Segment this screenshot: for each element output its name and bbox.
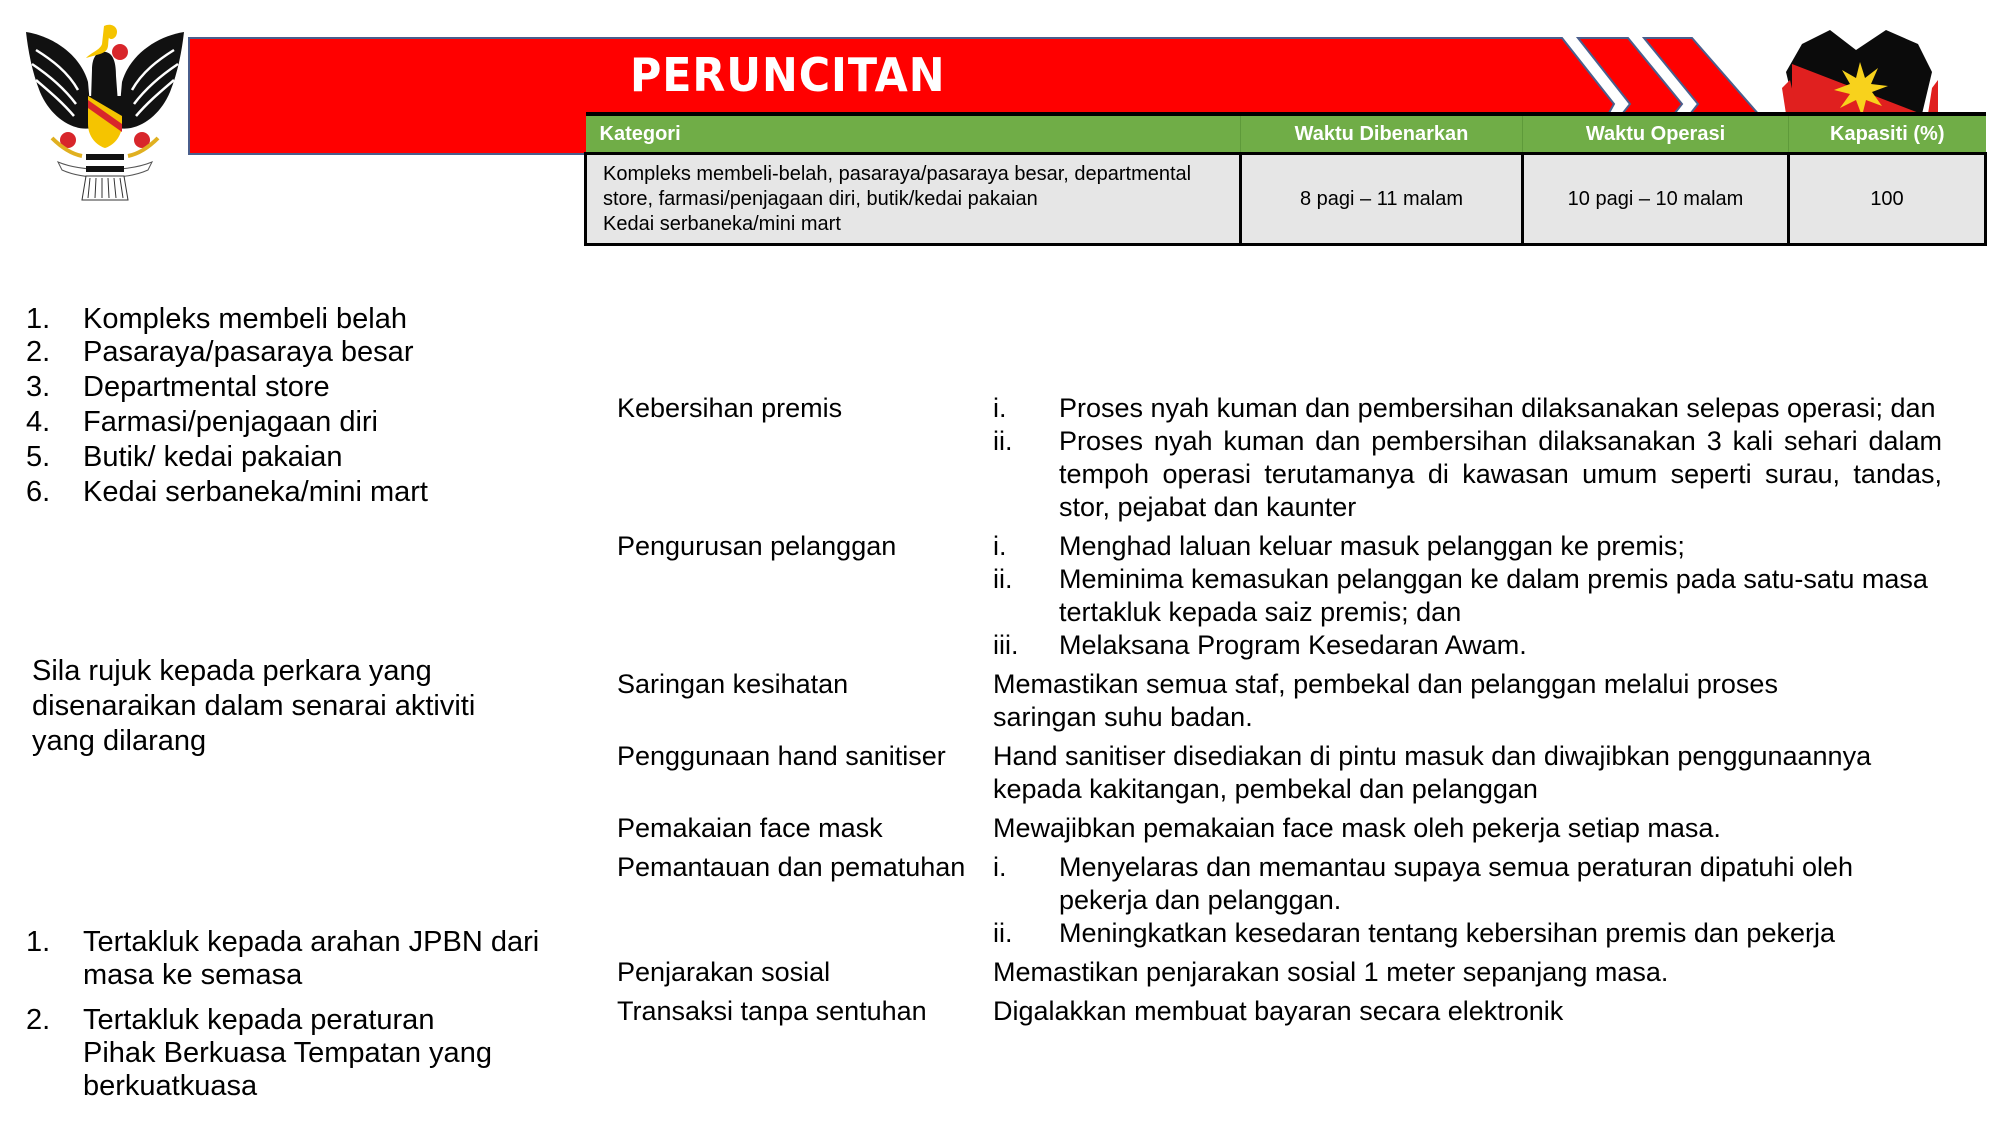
sop-sub-text: Menghad laluan keluar masuk pelanggan ke premis;: [1059, 531, 1685, 561]
list-text: Kompleks membeli belah: [83, 303, 407, 335]
list-item: [26, 405, 546, 440]
list-number: 2.: [26, 336, 51, 368]
sop-label: Transaksi tanpa sentuhan: [617, 996, 927, 1026]
list-text: Farmasi/penjagaan diri: [83, 406, 378, 438]
sop-sub-text: Menyelaras dan memantau supaya semua peraturan dipatuhi oleh pekerja dan pelanggan.: [1059, 852, 1853, 915]
sop-label: Saringan kesihatan: [617, 669, 849, 699]
sop-sub-text: Proses nyah kuman dan pembersihan dilaksanakan 3 kali sehari dalam tempoh operasi terutamanya di kawasan umum seperti surau, tandas, stor, pejabat dan kaunter: [1059, 426, 1942, 522]
list-number: 4.: [26, 406, 51, 438]
sop-text: Memastikan penjarakan sosial 1 meter sepanjang masa.: [993, 957, 1669, 987]
list-text: Butik/ kedai pakaian: [83, 441, 343, 473]
list-text: Tertakluk kepada peraturan Pihak Berkuasa Tempatan yang berkuatkuasa: [83, 1004, 492, 1102]
sop-sub-text: Meningkatkan kesedaran tentang kebersihan premis dan pekerja: [1059, 918, 1835, 948]
sop-label: Pengurusan pelanggan: [617, 531, 897, 561]
kategori-line: Kompleks membeli-belah, pasaraya/pasaraya besar, departmental: [603, 162, 1192, 185]
cell-waktu-operasi: 10 pagi – 10 malam: [1523, 154, 1789, 245]
sop-sub-text: Meminima kemasukan pelanggan ke dalam premis pada satu-satu masa tertakluk kepada saiz premis; dan: [1059, 564, 1928, 627]
list-item: [26, 926, 546, 992]
list-item: [26, 475, 546, 510]
sop-sub-item: [993, 563, 1942, 629]
operating-hours-table: [584, 112, 1987, 246]
sop-sub-item: [993, 392, 1942, 425]
sop-row-transaksi: [617, 995, 1942, 1028]
sop-label: Pemantauan dan pematuhan: [617, 852, 966, 882]
cell-kapasiti: 100: [1789, 154, 1986, 245]
sop-row-kebersihan-premis: [617, 392, 1942, 524]
list-number: 6.: [26, 476, 51, 508]
list-item: [26, 370, 546, 405]
sop-row-face-mask: [617, 812, 1942, 845]
list-item: [26, 304, 546, 335]
roman-numeral: i.: [993, 393, 1007, 423]
premise-type-list: [26, 304, 546, 510]
list-text: Pasaraya/pasaraya besar: [83, 336, 414, 368]
list-number: 2.: [26, 1004, 51, 1036]
sop-text: Memastikan semua staf, pembekal dan pelanggan melalui proses saringan suhu badan.: [993, 669, 1778, 732]
sop-label: Penjarakan sosial: [617, 957, 831, 987]
list-number: 3.: [26, 371, 51, 403]
roman-numeral: iii.: [993, 630, 1019, 660]
sop-row-saringan-kesihatan: [617, 668, 1942, 734]
sop-row-pemantauan: [617, 851, 1942, 950]
sop-sub-item: [993, 425, 1942, 524]
roman-numeral: ii.: [993, 918, 1013, 948]
sop-label: Pemakaian face mask: [617, 813, 883, 843]
table-row: [586, 154, 1986, 245]
sop-body: [993, 851, 1942, 950]
regulation-list: [26, 926, 546, 1115]
roman-numeral: i.: [993, 852, 1007, 882]
sop-text: Hand sanitiser disediakan di pintu masuk dan diwajibkan penggunaannya kepada kakitangan, pembekal dan pelanggan: [993, 741, 1872, 804]
column-header-kategori: Kategori: [586, 114, 1241, 154]
page-title: PERUNCITAN: [630, 48, 946, 102]
list-text: Tertakluk kepada arahan JPBN dari masa ke semasa: [83, 926, 540, 991]
sop-sub-item: [993, 629, 1942, 662]
sop-sub-text: Melaksana Program Kesedaran Awam.: [1059, 630, 1527, 660]
sop-row-penjarakan-sosial: [617, 956, 1942, 989]
prohibited-activities-note: Sila rujuk kepada perkara yang disenaraikan dalam senarai aktiviti yang dilarang: [32, 655, 476, 757]
list-item: [26, 1004, 513, 1103]
list-text: Kedai serbaneka/mini mart: [83, 476, 428, 508]
list-text: Departmental store: [83, 371, 330, 403]
sop-row-hand-sanitiser: [617, 740, 1942, 806]
kategori-line: Kedai serbaneka/mini mart: [603, 212, 841, 235]
sarawak-crest-logo: [22, 20, 188, 202]
sop-label: Kebersihan premis: [617, 393, 843, 423]
cell-kategori: [586, 154, 1241, 245]
sop-row-pengurusan-pelanggan: [617, 530, 1942, 662]
column-header-kapasiti: Kapasiti (%): [1789, 114, 1986, 154]
sarawak-heart-logo: [1782, 28, 1938, 114]
list-number: 5.: [26, 441, 51, 473]
table-header-row: [586, 114, 1986, 154]
sop-sub-item: [993, 917, 1882, 950]
kategori-line: store, farmasi/penjagaan diri, butik/kedai pakaian: [603, 187, 1038, 210]
list-item: [26, 440, 546, 475]
cell-waktu-dibenarkan: 8 pagi – 11 malam: [1241, 154, 1523, 245]
roman-numeral: ii.: [993, 426, 1013, 456]
sop-sub-item: [993, 851, 1882, 917]
list-number: 1.: [26, 926, 51, 958]
sop-sub-item: [993, 530, 1942, 563]
column-header-waktu-dibenarkan: Waktu Dibenarkan: [1241, 114, 1523, 154]
sop-text: Mewajibkan pemakaian face mask oleh pekerja setiap masa.: [993, 813, 1721, 843]
list-number: 1.: [26, 303, 51, 335]
roman-numeral: i.: [993, 531, 1007, 561]
sop-body: [993, 530, 1942, 662]
roman-numeral: ii.: [993, 564, 1013, 594]
sop-body: [993, 392, 1942, 524]
sop-sub-text: Proses nyah kuman dan pembersihan dilaksanakan selepas operasi; dan: [1059, 393, 1936, 423]
sop-section: [617, 392, 1942, 1028]
sop-text: Digalakkan membuat bayaran secara elektronik: [993, 996, 1564, 1026]
sop-label: Penggunaan hand sanitiser: [617, 741, 946, 771]
list-item: [26, 335, 546, 370]
column-header-waktu-operasi: Waktu Operasi: [1523, 114, 1789, 154]
